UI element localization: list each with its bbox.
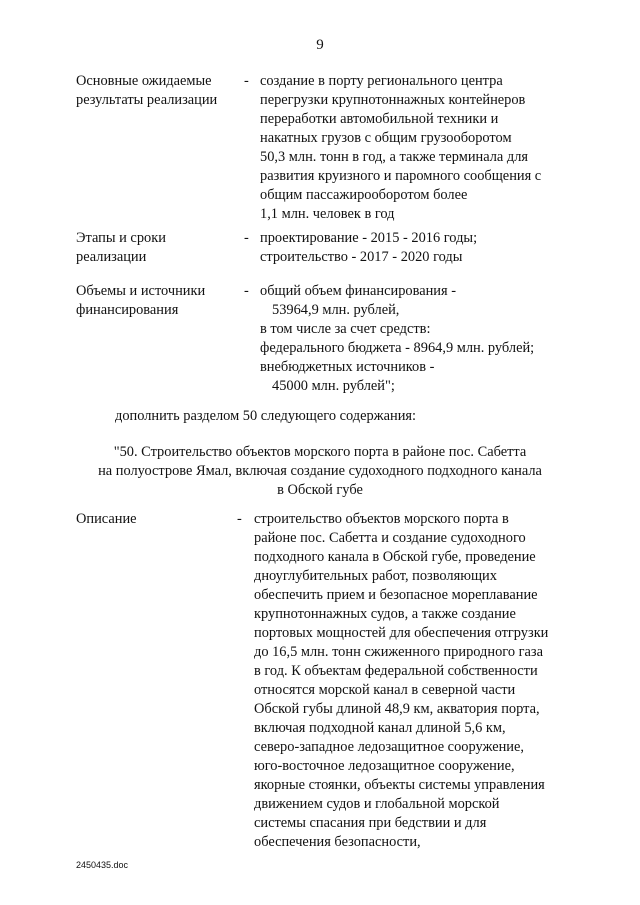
description-line: системы спасания при бедствии и для (254, 815, 487, 831)
stages-line: проектирование - 2015 - 2016 годы; (260, 230, 478, 246)
results-line: общим пассажирооборотом более (260, 187, 468, 203)
section-title-line: в Обской губе (277, 482, 363, 498)
description-line: строительство объектов морского порта в (254, 511, 509, 527)
description-line: включая подходной канал длиной 5,6 км, (254, 720, 506, 736)
description-line: северо-западное ледозащитное сооружение, (254, 739, 524, 755)
description-line: портовых мощностей для обеспечения отгрузки (254, 625, 549, 641)
financing-line: 53964,9 млн. рублей, (272, 302, 400, 318)
description-text (254, 510, 548, 852)
section-title (0, 443, 640, 500)
description-line: до 16,5 млн. тонн сжиженного природного газа (254, 644, 543, 660)
financing-label-line: Объемы и источники (76, 283, 206, 299)
results-label-line: Основные ожидаемые (76, 73, 212, 89)
stages-dash: - (244, 230, 249, 246)
description-line: движением судов и глобальной морской (254, 796, 500, 812)
stages-text (260, 229, 477, 267)
results-text (260, 72, 541, 224)
results-line: 1,1 млн. человек в год (260, 206, 395, 222)
description-line: Обской губы длиной 48,9 км, акватория порта, (254, 701, 540, 717)
results-label (76, 72, 251, 110)
results-line: перегрузки крупнотоннажных контейнеров (260, 92, 526, 108)
financing-line: внебюджетных источников - (260, 359, 435, 375)
description-line: районе пос. Сабетта и создание судоходного (254, 530, 526, 546)
description-line: юго-восточное ледозащитное сооружение, (254, 758, 515, 774)
description-line: обеспечения безопасности, (254, 834, 421, 850)
description-line: относятся морской канал в северной части (254, 682, 516, 698)
financing-line: в том числе за счет средств: (260, 321, 431, 337)
results-line: переработки автомобильной техники и (260, 111, 499, 127)
description-label: Описание (76, 511, 137, 527)
section-title-line: на полуострове Ямал, включая создание судоходного подходного канала (98, 463, 542, 479)
stages-label-line: Этапы и сроки (76, 230, 166, 246)
financing-text (260, 282, 534, 396)
description-line: дноуглубительных работ, позволяющих (254, 568, 497, 584)
description-line: обеспечить прием и безопасное мореплавание (254, 587, 538, 603)
financing-dash: - (244, 283, 249, 299)
description-line: подходного канала в Обской губе, проведение (254, 549, 536, 565)
stages-label (76, 229, 251, 267)
results-label-line: результаты реализации (76, 92, 218, 108)
document-footer: 2450435.doc (76, 860, 129, 870)
description-line: крупнотоннажных судов, а также создание (254, 606, 516, 622)
description-dash: - (237, 511, 242, 527)
results-line: накатных грузов с общим грузооборотом (260, 130, 512, 146)
page-number: 9 (316, 37, 324, 53)
financing-line: 45000 млн. рублей"; (272, 378, 395, 394)
results-line: развития круизного и паромного сообщения с (260, 168, 542, 184)
results-line: 50,3 млн. тонн в год, а также терминала для (260, 149, 529, 165)
stages-line: строительство - 2017 - 2020 годы (260, 249, 463, 265)
financing-line: общий объем финансирования - (260, 283, 456, 299)
financing-label-line: финансирования (76, 302, 179, 318)
section-title-line: "50. Строительство объектов морского порта в районе пос. Сабетта (113, 444, 527, 460)
description-line: в год. К объектам федеральной собственности (254, 663, 538, 679)
financing-line: федерального бюджета - 8964,9 млн. рублей; (260, 340, 535, 356)
stages-label-line: реализации (76, 249, 147, 265)
results-dash: - (244, 73, 249, 89)
description-line: якорные стоянки, объекты системы управления (254, 777, 545, 793)
financing-label (76, 282, 251, 320)
results-line: создание в порту регионального центра (260, 73, 503, 89)
supplement-line: дополнить разделом 50 следующего содержания: (115, 408, 417, 424)
